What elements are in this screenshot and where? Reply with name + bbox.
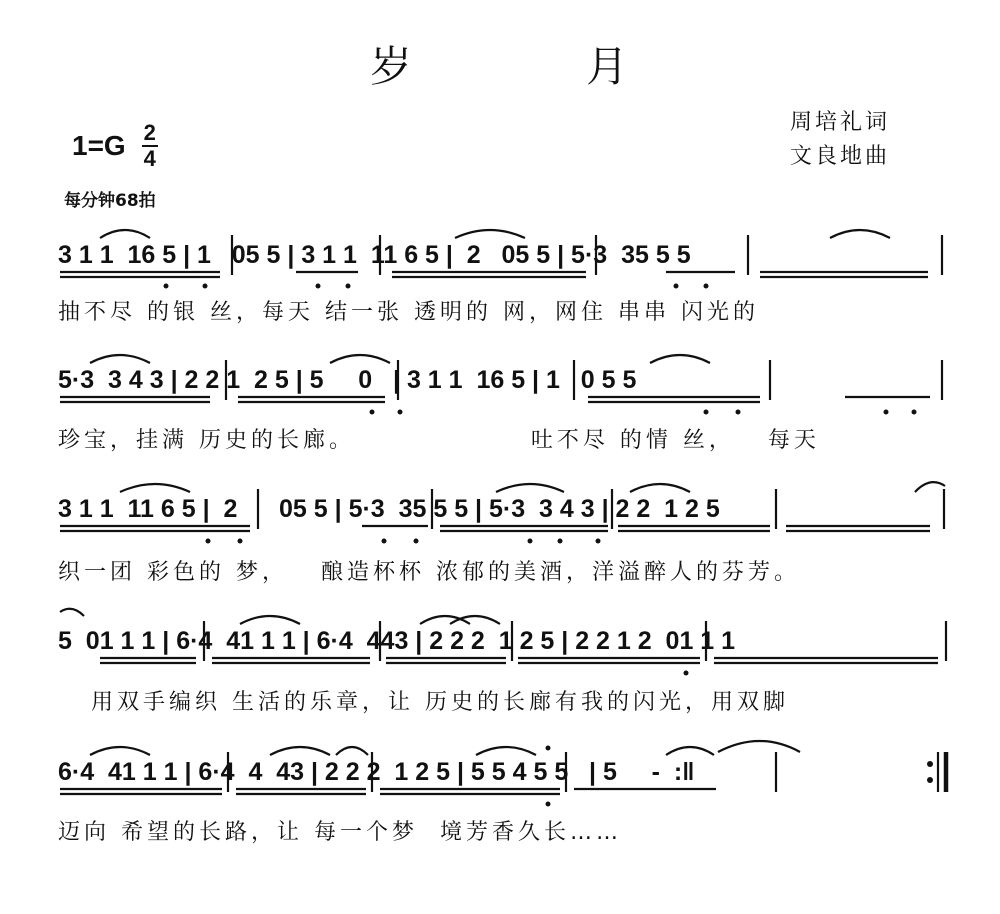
slur <box>270 747 330 755</box>
slur <box>330 355 390 363</box>
slur <box>915 482 945 492</box>
beam-underline <box>60 789 716 794</box>
music-line-notes: 5 01 1 1 | 6·4 41 1 1 | 6·4 443 | 2 2 2 1 2 5 | 2 2 1 2 01 1 1 <box>58 627 736 655</box>
slur <box>718 741 800 752</box>
title-char-2: 月 <box>585 42 630 91</box>
time-sig-top: 2 <box>143 120 156 145</box>
music-line-notes: 3 1 1 16 5 | 1 05 5 | 3 1 1 11 6 5 | 2 05 5 | 5·3 35 5 5 <box>58 241 691 269</box>
beam-underline <box>60 272 928 277</box>
slur <box>120 484 190 492</box>
tempo-marking: 每分钟68拍 <box>64 191 156 211</box>
slur <box>455 230 525 238</box>
music-line-notes: 3 1 1 11 6 5 | 2 05 5 | 5·3 35 5 5 | 5·3 3 4 3 | 2 2 1 2 5 <box>58 495 720 523</box>
slur <box>90 355 150 363</box>
slur <box>476 747 536 755</box>
time-sig-bottom: 4 <box>143 146 156 171</box>
bar-line <box>204 621 946 661</box>
slur <box>666 747 714 755</box>
slur <box>100 230 150 238</box>
bar-line <box>228 752 776 792</box>
beam-underline <box>60 397 930 402</box>
music-line-notes: 6·4 41 1 1 | 6·4 4 43 | 2 2 2 1 2 5 | 5 5 4 5 5 | 5 - :‖ <box>58 758 695 786</box>
lyric-line-2: 珍宝，挂满 历史的长廊。 吐不尽 的情 丝， 每天 <box>58 428 820 453</box>
beam-underline <box>100 658 938 663</box>
slur <box>336 747 368 755</box>
lyricist-credit: 周培礼词 <box>790 110 891 135</box>
music-line-notes: 5·3 3 4 3 | 2 2 1 2 5 | 5 0 | 3 1 1 16 5 | 1 0 5 5 <box>58 366 637 394</box>
slur <box>90 747 150 755</box>
title-char-1: 岁 <box>370 42 415 91</box>
lyric-line-5: 迈向 希望的长路，让 每一个梦 境芳香久长…… <box>58 820 622 845</box>
composer-credit: 文良地曲 <box>790 144 891 169</box>
lyric-line-3: 织一团 彩色的 梦， 酿造杯杯 浓郁的美酒，洋溢醉人的芬芳。 <box>58 560 800 585</box>
slur <box>650 355 710 363</box>
bar-line <box>232 235 942 275</box>
slur <box>830 230 890 238</box>
slur <box>60 609 84 616</box>
slur <box>496 484 564 492</box>
lyric-line-4: 用双手编织 生活的乐章，让 历史的长廊有我的闪光，用双脚 <box>58 690 789 715</box>
slur <box>240 616 300 624</box>
slur <box>630 484 690 492</box>
beam-underline <box>60 526 930 531</box>
lyric-line-1: 抽不尽 的银 丝，每天 结一张 透明的 网，网住 串串 闪光的 <box>58 300 759 325</box>
bar-line <box>258 489 944 529</box>
bar-line <box>226 360 942 400</box>
key-label: 1=G <box>72 130 126 161</box>
